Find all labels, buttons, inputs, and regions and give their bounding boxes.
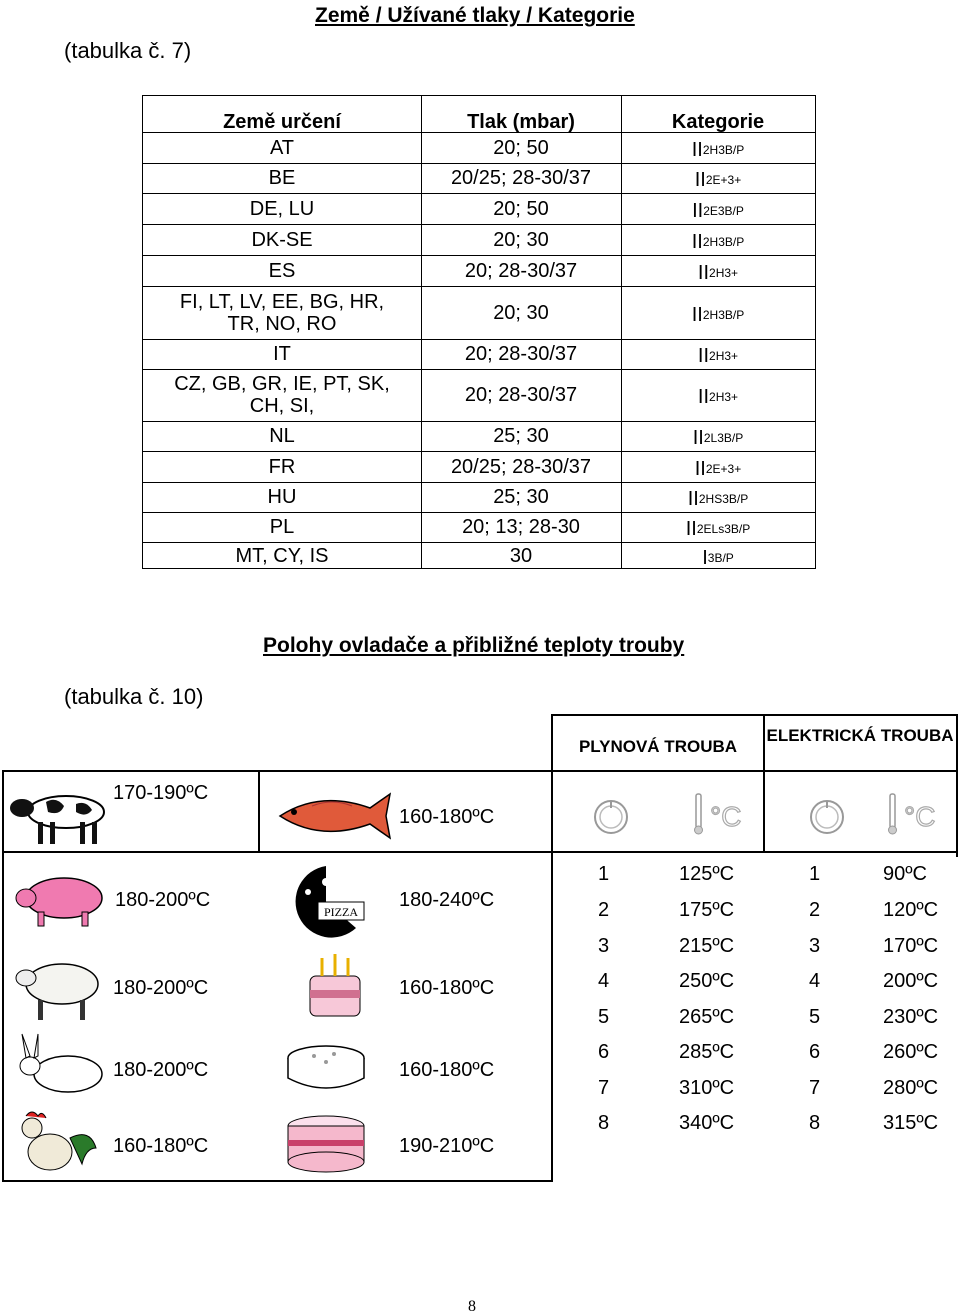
category-subscript: 2E3B/P	[703, 203, 744, 218]
food-temperature: 160-180ºC	[399, 806, 495, 828]
column-header: Země určení	[223, 111, 341, 133]
category-cell	[621, 341, 815, 371]
electric-temperature: 90ºC	[883, 863, 927, 885]
gas-position: 7	[598, 1077, 610, 1099]
country-text: FR	[268, 455, 296, 478]
gas-position: 1	[598, 863, 610, 885]
category-subscript: 2H3+	[709, 265, 739, 280]
category-main: II	[691, 138, 703, 161]
column-header: Tlak (mbar)	[467, 111, 575, 133]
category-main: II	[685, 518, 697, 540]
country-text: BE	[268, 167, 296, 189]
electric-temperature: 230ºC	[883, 1006, 939, 1028]
pressure-cell: 20; 28-30/37	[464, 259, 578, 282]
food-temperature: 180-200ºC	[115, 889, 211, 911]
pressure-cell: 20; 28-30/37	[464, 384, 578, 406]
gas-temperature: 285ºC	[679, 1041, 735, 1063]
category-main: II	[694, 169, 706, 191]
category-main: II	[691, 303, 703, 326]
gas-temperature: 265ºC	[679, 1006, 735, 1028]
category-subscript: 2H3+	[709, 390, 739, 404]
electric-oven-header: ELEKTRICKÁ TROUBA	[766, 726, 954, 745]
category-cell	[621, 226, 815, 257]
category-cell	[621, 257, 815, 288]
rabbit-icon	[8, 1030, 116, 1098]
country-cell	[143, 451, 421, 482]
gas-position: 2	[598, 899, 610, 921]
category-main: II	[692, 427, 704, 449]
gas-position: 4	[598, 970, 610, 992]
birthday-cake-icon	[302, 944, 368, 1026]
category-subscript: 2E+3+	[705, 461, 742, 476]
pressure-cell: 20; 50	[493, 136, 549, 159]
category-main: II	[697, 345, 710, 367]
category-cell	[621, 423, 815, 453]
cow-icon	[6, 784, 114, 848]
category-subscript: 2H3B/P	[702, 234, 745, 249]
category-cell	[621, 514, 815, 544]
electric-temperature: 170ºC	[883, 935, 939, 957]
country-cell	[143, 512, 421, 542]
category-main: I	[702, 547, 708, 569]
page-number: 8	[468, 1298, 476, 1315]
electric-position: 3	[809, 935, 821, 957]
column-header: Kategorie	[671, 111, 765, 133]
category-cell	[621, 453, 815, 484]
gas-temperature: 215ºC	[679, 935, 735, 957]
country-text: PL	[269, 516, 295, 538]
electric-temperature: 280ºC	[883, 1077, 939, 1099]
electric-position: 6	[809, 1041, 821, 1063]
pressure-cell: 20/25; 28-30/37	[450, 455, 592, 478]
pizza-label: PIZZA	[324, 905, 358, 919]
country-text: CZ, GB, GR, IE, PT, SK,	[174, 373, 390, 395]
gas-temperature: 250ºC	[679, 970, 735, 992]
gas-position: 3	[598, 935, 610, 957]
category-subscript: 2H3B/P	[702, 307, 745, 322]
category-main: II	[694, 457, 706, 480]
pressure-cell: 20; 30	[493, 228, 549, 251]
electric-position: 4	[809, 970, 821, 992]
country-cell	[143, 163, 421, 193]
pig-icon	[12, 864, 112, 928]
electric-temperature: 120ºC	[883, 899, 939, 921]
category-cell	[621, 288, 815, 341]
gas-temperature: 175ºC	[679, 899, 735, 921]
country-cell	[143, 255, 421, 286]
pressure-cell: 20; 28-30/37	[464, 343, 578, 365]
gas-position: 5	[598, 1006, 610, 1028]
category-main: II	[697, 261, 710, 284]
category-cell	[621, 165, 815, 195]
category-cell	[621, 484, 815, 514]
gas-position: 6	[598, 1041, 610, 1063]
table7-caption: (tabulka č. 7)	[64, 38, 192, 63]
gas-temperature: 125ºC	[679, 863, 735, 885]
country-cell	[143, 339, 421, 369]
category-subscript: 2H3B/P	[702, 142, 745, 157]
electric-temperature: 260ºC	[883, 1041, 939, 1063]
category-cell	[621, 195, 815, 226]
country-cell	[143, 421, 421, 451]
country-cell	[143, 224, 421, 255]
category-subscript: 2ELs3B/P	[696, 522, 751, 536]
table10-title: Polohy ovladače a přibližné teploty trouby	[263, 634, 685, 657]
country-text: NL	[269, 425, 295, 447]
country-text: DK-SE	[251, 228, 313, 251]
country-cell	[143, 193, 421, 224]
celsius-symbol: °C	[710, 801, 742, 832]
country-cell	[143, 482, 421, 512]
pressure-cell: 20/25; 28-30/37	[450, 167, 592, 189]
food-temperature: 190-210ºC	[399, 1135, 495, 1157]
category-subscript: 2HS3B/P	[698, 492, 749, 506]
food-temperature: 160-180ºC	[113, 1135, 209, 1157]
category-main: II	[692, 199, 704, 222]
thermometer-celsius-icon	[886, 792, 946, 838]
country-text: DE, LU	[249, 197, 315, 220]
category-main: II	[687, 488, 699, 510]
electric-position: 8	[809, 1112, 821, 1134]
pressure-cell: 25; 30	[493, 486, 549, 508]
category-cell	[621, 134, 815, 165]
rooster-icon	[10, 1108, 100, 1182]
table10-caption: (tabulka č. 10)	[64, 684, 204, 709]
pressure-cell: 20; 13; 28-30	[462, 516, 580, 538]
country-cell	[143, 132, 421, 163]
food-temperature: 170-190ºC	[113, 782, 209, 804]
food-temperature: 160-180ºC	[399, 1059, 495, 1081]
food-temperature: 180-200ºC	[113, 1059, 209, 1081]
category-cell	[621, 371, 815, 423]
country-text: TR, NO, RO	[227, 312, 337, 335]
celsius-symbol: °C	[904, 801, 936, 832]
electric-position: 2	[809, 899, 821, 921]
gas-temperature: 310ºC	[679, 1077, 735, 1099]
gas-oven-header: PLYNOVÁ TROUBA	[578, 737, 738, 756]
pressure-category-table	[142, 95, 816, 569]
electric-position: 1	[809, 863, 821, 885]
electric-position: 5	[809, 1006, 821, 1028]
category-subscript: 2H3+	[709, 349, 739, 363]
country-cell	[143, 542, 421, 570]
sheep-icon	[10, 952, 110, 1024]
country-text: ES	[268, 259, 296, 282]
category-main: II	[697, 386, 710, 408]
flan-icon	[284, 1040, 368, 1094]
country-text: MT, CY, IS	[235, 545, 329, 567]
pressure-cell: 20; 50	[493, 197, 549, 220]
category-main: II	[691, 230, 703, 253]
pizza-icon	[286, 862, 370, 940]
category-subscript: 3B/P	[707, 551, 734, 565]
pressure-cell: 20; 30	[493, 301, 549, 324]
pressure-cell: 25; 30	[493, 425, 549, 447]
country-text: IT	[273, 343, 291, 365]
oven-dial-icon	[806, 796, 848, 838]
electric-position: 7	[809, 1077, 821, 1099]
food-temperature: 180-240ºC	[399, 889, 495, 911]
food-temperature: 160-180ºC	[399, 977, 495, 999]
gas-position: 8	[598, 1112, 610, 1134]
country-text: AT	[269, 136, 295, 159]
electric-temperature: 200ºC	[883, 970, 939, 992]
thermometer-celsius-icon	[692, 792, 752, 838]
country-text: CH, SI,	[249, 395, 315, 417]
country-cell	[143, 369, 421, 421]
country-text: HU	[267, 486, 297, 508]
category-subscript: 2E+3+	[705, 173, 742, 187]
category-cell	[621, 544, 815, 572]
oven-dial-icon	[590, 796, 632, 838]
food-temperature: 180-200ºC	[113, 977, 209, 999]
country-cell	[143, 286, 421, 339]
layer-cake-icon	[284, 1110, 368, 1182]
gas-temperature: 340ºC	[679, 1112, 735, 1134]
country-text: FI, LT, LV, EE, BG, HR,	[179, 290, 385, 313]
fish-icon	[272, 790, 394, 842]
table7-title: Země / Užívané tlaky / Kategorie	[315, 4, 635, 27]
category-subscript: 2L3B/P	[703, 431, 744, 445]
pressure-cell: 30	[509, 545, 533, 567]
electric-temperature: 315ºC	[883, 1112, 939, 1134]
